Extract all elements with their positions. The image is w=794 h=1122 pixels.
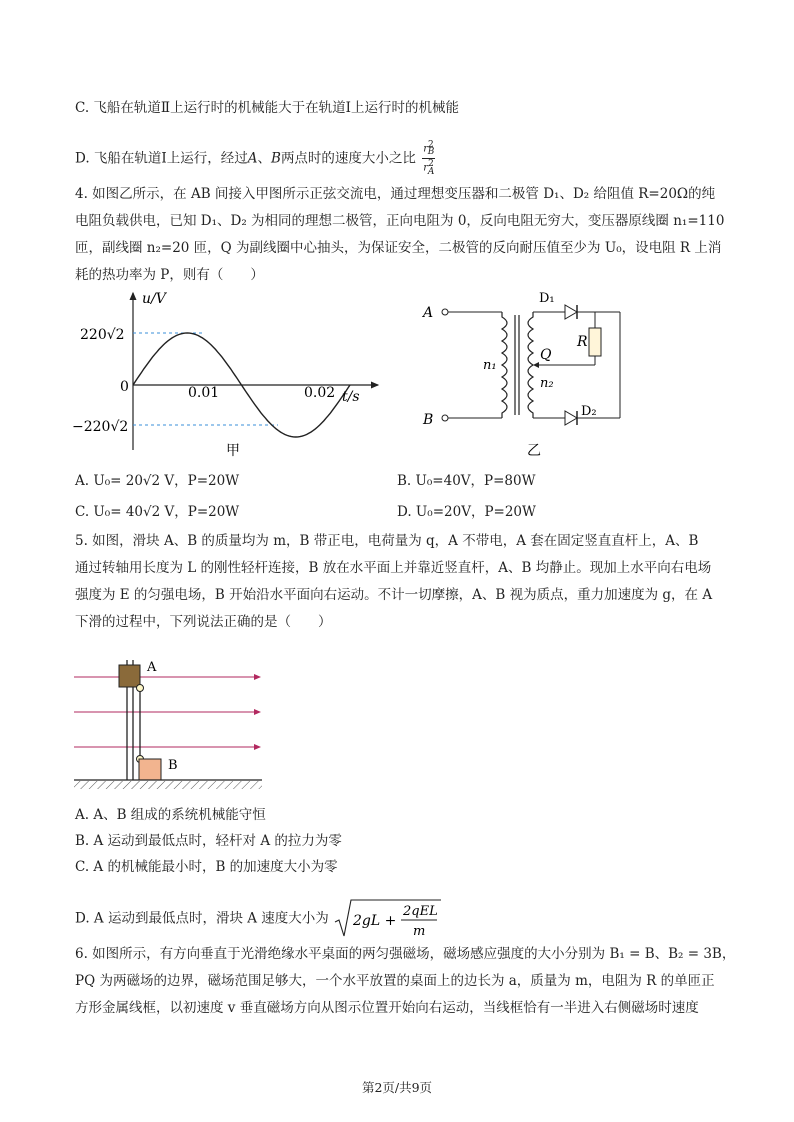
q5-option-a: A. A、B 组成的系统机械能守恒 [75,807,266,823]
sine-graph [70,285,390,460]
label-q: Q [540,347,552,363]
diode-d2 [565,411,577,425]
transformer-circuit [415,285,635,460]
frac-num: r [423,143,429,155]
label-a: A [423,305,434,321]
page-footer: 第2页/共9页 [361,1080,433,1095]
terminal-a [442,309,448,315]
q5-option-d [75,898,443,940]
q4-option-b: B. U₀=40V，P=80W [397,473,536,489]
diode-d1 [565,305,577,319]
ymin-label: −220√2 [72,419,129,435]
graph-caption: 甲 [226,443,240,459]
frac-num-sup: 2 [428,140,434,150]
ground-hatch [74,781,262,789]
point-a-label: A [247,150,258,167]
block-b [139,759,161,780]
point-b-label: B [271,150,281,167]
block-a [119,665,140,687]
q4-option-a: A. U₀= 20√2 V，P=20W [75,473,240,489]
frac-num-sub: B [427,147,435,158]
terminal-b [442,415,448,421]
label-r: R [577,334,588,350]
ymax-label: 220√2 [80,327,125,343]
label-block-a: A [147,660,157,675]
q5-option-b: B. A 运动到最低点时，轻杆对 A 的拉力为零 [75,833,342,849]
q4-line-4: 耗的热功率为 P，则有（ ） [75,267,264,283]
primary-coil [502,312,507,418]
sqrt-frac-num: 2qEL [403,904,438,919]
sqrt-expression [333,898,443,940]
frac-den-sup: 2 [428,159,434,170]
sqrt-left: 2gL + [353,913,397,929]
sliding-blocks-figure [70,655,270,795]
q4-option-c: C. U₀= 40√2 V，P=20W [75,504,240,520]
option-d-prefix: D. 飞船在轨道Ⅰ上运行，经过 [75,150,248,167]
q5-option-d-prefix: D. A 运动到最低点时，滑块 A 速度大小为 [75,910,329,927]
circuit-caption: 乙 [527,443,541,459]
label-n1: n₁ [483,358,497,373]
frac-den: r [423,162,429,174]
sep: 、 [257,150,272,167]
q5-line-3: 强度为 E 的匀强电场，B 开始沿水平面向右运动。不计一切摩擦，A、B 视为质点，重力加速度为 g，在 A [75,587,713,603]
x-axis-label: t/s [342,389,360,405]
label-d2: D₂ [581,404,597,419]
q5-option-c: C. A 的机械能最小时，B 的加速度大小为零 [75,859,338,875]
q5-line-1: 5. 如图，滑块 A、B 的质量均为 m，B 带正电，电荷量为 q，A 不带电，A 套在固定竖直直杆上，A、B [75,533,699,549]
q4-line-2: 电阻负载供电，已知 D₁、D₂ 为相同的理想二极管，正向电阻为 0，反向电阻无穷大，变压器原线圈 n₁=110 [75,213,725,229]
label-d1: D₁ [539,291,555,306]
sqrt-frac-den: m [413,924,426,939]
q6-line-3: 方形金属线框，以初速度 v 垂直磁场方向从图示位置开始向右运动，当线框恰有一半进入右侧磁场时速度 [75,1000,699,1016]
q4-line-1: 4. 如图乙所示，在 AB 间接入甲图所示正弦交流电，通过理想变压器和二极管 D₁、D₂ 给阻值 R=20Ω的纯 [75,186,716,202]
resistor [589,328,601,356]
q5-line-4: 下滑的过程中，下列说法正确的是（ ） [75,614,332,630]
label-n2: n₂ [540,376,554,391]
tick-002: 0.02 [304,385,336,401]
ratio-fraction [422,140,435,178]
q4-line-3: 匝，副线圈 n₂=20 匝，Q 为副线圈中心抽头，为保证安全，二极管的反向耐压值至少为 U₀，设电阻 R 上消 [75,240,722,256]
frac-den-sub: A [427,166,435,177]
q5-line-2: 通过转轴用长度为 L 的刚性轻杆连接，B 放在水平面上并靠近竖直杆，A、B 均静止。现加上水平向右电场 [75,560,712,576]
label-b: B [423,412,434,428]
y-axis-label: u/V [142,291,166,307]
option-c-prev: C. 飞船在轨道Ⅱ上运行时的机械能大于在轨道Ⅰ上运行时的机械能 [75,100,459,116]
label-block-b: B [168,758,178,773]
q6-line-1: 6. 如图所示，有方向垂直于光滑绝缘水平桌面的两匀强磁场，磁场感应强度的大小分别为 B₁ = B、B₂ = 3B， [75,946,736,962]
q6-line-2: PQ 为两磁场的边界，磁场范围足够大，一个水平放置的桌面上的边长为 a，质量为 m，电阻为 R 的单匝正 [75,973,715,989]
pivot-a [137,685,144,692]
option-d-prev [75,140,435,178]
secondary-coil [528,312,533,418]
sqrt-svg [333,898,443,940]
center-tap-arrow [533,362,539,368]
q4-option-d: D. U₀=20V，P=20W [397,504,536,520]
origin-label: 0 [120,379,129,395]
tick-001: 0.01 [188,385,220,401]
option-d-mid: 两点时的速度大小之比 [280,150,416,167]
